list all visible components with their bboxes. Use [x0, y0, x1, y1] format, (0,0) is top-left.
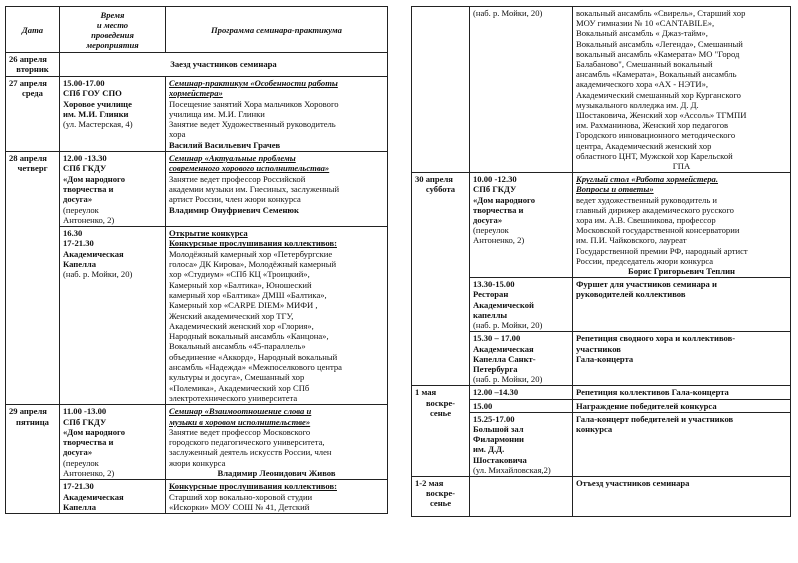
schedule-row: [412, 476, 791, 516]
text-line: (ул. Михайловская,2): [473, 464, 551, 475]
text-line: Репетиция сводного хора и коллективов-: [576, 333, 736, 344]
text-line: Антоненко, 2): [473, 235, 525, 246]
text-line: Камерный хор «Балтика», Юношеский: [169, 279, 312, 290]
text-line: «Полемика», Академический хор СПб: [169, 382, 310, 393]
text-line: хора: [169, 129, 186, 140]
schedule-row: [6, 227, 388, 405]
schedule-row: [412, 7, 791, 173]
text-line: хора им. А.В. Свешникова, профессор: [576, 215, 716, 226]
text-line: Балабаново", Смешанный вокальный: [576, 59, 713, 70]
schedule-row: [6, 77, 388, 152]
text-line: главный дирижер академического русского: [576, 204, 734, 215]
text-line: (ул. Мастерская, 4): [63, 119, 133, 130]
text-line: им. Рахманинова, Женский хор педагогов: [576, 120, 729, 131]
text-line: СПб ГКДУ: [473, 184, 517, 195]
schedule-row: [6, 152, 388, 227]
text-line: участников: [576, 343, 621, 354]
program-cell: [573, 7, 791, 173]
text-line: музыкального колледжа им. Д. Д.: [576, 99, 699, 110]
date-cell: [6, 405, 60, 514]
text-line: Семинар-практикум «Особенности работы: [169, 78, 338, 88]
text-line: (наб. р. Мойки, 20): [473, 8, 543, 18]
time-place-cell: [470, 332, 573, 386]
header-program: [166, 7, 388, 53]
time-place-cell: [470, 278, 573, 332]
text-line: ГПА: [672, 161, 691, 172]
program-cell: [166, 152, 388, 227]
text-line: Вокальный ансамбль «45-параллель»: [169, 341, 306, 352]
time-place-cell: [60, 152, 166, 227]
text-line: Занятие ведет профессор Московского: [169, 426, 311, 437]
text-line: конкурса: [576, 423, 613, 434]
date-line: 28 апреля: [9, 153, 47, 164]
text-line: (переулок: [63, 204, 99, 215]
text-line: Посещение занятий Хора мальчиков Хорового: [169, 98, 339, 109]
text-line: (переулок: [473, 225, 509, 236]
text-line: музыки в хоровом исполнительстве»: [169, 416, 311, 427]
date-line: сенье: [429, 498, 452, 509]
time-place-cell: [470, 173, 573, 278]
text-line: вокальный ансамбль «Свирель», Старший хор: [576, 8, 746, 18]
text-line: вокальный ансамбль «Камерата» МО "Город: [576, 48, 740, 59]
text-line: ансамбль «Камерата», Вокальный ансамбль: [576, 69, 737, 80]
text-line: Семинар «Взаимоотношение слова и: [169, 406, 312, 417]
date-line: 1-2 мая: [415, 477, 444, 488]
text-line: творчества и: [63, 437, 114, 448]
text-line: академического хора «АХ - НЭТИ»,: [576, 79, 709, 90]
text-line: (переулок: [63, 457, 99, 468]
text-line: Владимир Леонидович Живов: [217, 467, 336, 478]
text-line: 12.00 -13.30: [63, 153, 107, 164]
schedule-row: [412, 173, 791, 278]
text-line: СПб ГКДУ: [63, 163, 107, 174]
header-line: мероприятия: [86, 39, 139, 50]
text-line: Большой зал: [473, 423, 524, 434]
text-line: «Дом народного: [63, 426, 126, 437]
date-line: сенье: [429, 407, 452, 418]
time-place-cell: [60, 480, 166, 514]
text-line: Занятие ведет Художественный руководитель: [169, 119, 336, 130]
text-line: заслуженный деятель искусств России, член: [169, 447, 332, 458]
program-cell: [166, 77, 388, 152]
text-line: Государственной премии РФ, народный артист: [576, 245, 748, 256]
header-line: Дата: [21, 24, 44, 35]
text-line: Женский академический хор ТГУ,: [169, 310, 294, 321]
text-line: Фуршет для участников семинара и: [576, 279, 717, 290]
text-line: им. П.И. Чайковского, лауреат: [576, 235, 687, 246]
text-line: Награждение победителей конкурса: [576, 400, 717, 411]
text-line: Хоровое училище: [63, 98, 132, 109]
program-cell: [166, 227, 388, 405]
date-cell: [6, 77, 60, 152]
text-line: «Искорки» МОУ СОШ № 41, Детский: [169, 501, 310, 512]
text-line: Филармонии: [473, 434, 524, 445]
schedule-row: [6, 53, 388, 77]
program-cell: [166, 480, 388, 514]
text-line: досуга»: [63, 447, 93, 458]
schedule-row: [6, 405, 388, 480]
text-line: Академическая: [63, 248, 124, 259]
time-place-cell: [470, 476, 573, 516]
date-line: 26 апреля: [9, 54, 47, 64]
text-line: 15.25-17.00: [473, 413, 515, 424]
text-line: творчества и: [473, 204, 524, 215]
text-line: современного хорового исполнительства»: [169, 163, 330, 174]
text-line: Ресторан: [473, 289, 509, 300]
text-line: 17-21.30: [63, 481, 94, 492]
program-cell: [573, 278, 791, 332]
text-line: Молодёжный камерный хор «Петербургские: [169, 248, 333, 259]
text-line: (наб. р. Мойки, 20): [473, 320, 543, 331]
text-line: Открытие конкурса: [169, 228, 248, 239]
text-line: Василий Васильевич Грачев: [169, 139, 281, 150]
text-line: училища им. М.И. Глинки: [169, 108, 265, 119]
header-line: проведения: [91, 29, 134, 40]
text-line: России, председатель жюри конкурса: [576, 255, 714, 266]
date-cell: [412, 7, 470, 173]
header-date: [6, 7, 60, 53]
text-line: 15.00: [473, 400, 493, 411]
header-time-place: [60, 7, 166, 53]
text-line: 15.30 – 17.00: [473, 333, 521, 344]
text-line: Шостаковича: [473, 454, 527, 465]
text-line: 11.00 -13.00: [63, 406, 107, 417]
text-line: Академической: [473, 299, 534, 310]
time-place-cell: [60, 77, 166, 152]
header-row: [6, 7, 388, 53]
text-line: им. М.И. Глинки: [63, 108, 129, 119]
date-line: пятница: [16, 416, 49, 427]
program-cell: [573, 332, 791, 386]
date-cell: [412, 476, 470, 516]
text-line: областного ЦНТ, Мужской хор Карельской: [576, 150, 733, 161]
text-line: ведет художественный руководитель и: [576, 194, 718, 205]
program-cell: [573, 399, 791, 412]
date-line: 1 мая: [415, 387, 437, 398]
text-line: хор «Студиум» «СПб КЦ «Троицкий»,: [169, 269, 310, 280]
text-line: Борис Григорьевич Теплин: [628, 266, 735, 277]
time-place-cell: [60, 405, 166, 480]
text-line: 13.30-15.00: [473, 279, 515, 290]
text-line: ансамбль «Надежда» «Межпоселкового центра: [169, 362, 342, 373]
text-line: Антоненко, 2): [63, 467, 115, 478]
date-line: воскре-: [425, 488, 456, 499]
text-line: Московской государственной консерватории: [576, 225, 740, 236]
time-place-cell: [470, 386, 573, 399]
text-line: академии музыки им. Гнесиных, заслуженный: [169, 183, 340, 194]
program-cell: [573, 412, 791, 476]
text-line: Камерный хор «CARPE DIEM» МИФИ ,: [169, 300, 318, 311]
text-line: электротехнического университета: [169, 392, 298, 403]
date-line: воскре-: [425, 397, 456, 408]
text-line: Вокальный ансамбль « Джаз-тайм»,: [576, 28, 708, 39]
date-line: четверг: [17, 163, 48, 174]
text-line: СПб ГКДУ: [63, 416, 107, 427]
text-line: голоса» ДК Кирова», Молодёжный камерный: [169, 259, 337, 270]
time-place-cell: [470, 412, 573, 476]
schedule-row: [412, 386, 791, 399]
text-line: 10.00 -12.30: [473, 174, 517, 185]
text-line: Семинар «Актуальные проблемы: [169, 153, 296, 164]
text-line: «Дом народного: [473, 194, 536, 205]
text-line: Академическая: [63, 491, 124, 502]
program-cell: [573, 476, 791, 516]
text-line: СПб ГОУ СПО: [63, 88, 122, 99]
text-line: досуга»: [473, 215, 503, 226]
text-line: Вокальный ансамбль «Легенда», Смешанный: [576, 38, 743, 49]
text-line: (наб. р. Мойки, 20): [473, 374, 543, 385]
text-line: Народный вокальный ансамбль «Канцона»,: [169, 331, 329, 342]
text-line: Шостаковича, Женский хор «Ассоль» ТГМПИ: [576, 110, 747, 121]
text-line: Занятие ведет профессор Российской: [169, 173, 306, 184]
text-line: Репетиция коллективов Гала-концерта: [576, 387, 729, 398]
text-line: Антоненко, 2): [63, 214, 115, 225]
text-line: центра, Академический женский хор: [576, 140, 712, 151]
text-line: артист России, член жюри конкурса: [169, 194, 301, 205]
text-line: Старший хор вокально-хоровой студии: [169, 491, 313, 502]
date-line: суббота: [425, 184, 456, 195]
text-line: Капелла: [63, 501, 97, 512]
text-line: городского педагогического университета,: [169, 437, 325, 448]
schedule-table-right: [411, 6, 791, 517]
date-cell: [412, 173, 470, 386]
text-line: МОУ гимназии № 10 «CANTABILE»,: [576, 18, 715, 29]
text-line: (наб. р. Мойки, 20): [63, 269, 133, 280]
text-line: культуры и досуга», Смешанный хор: [169, 372, 305, 383]
text-line: Академическая: [473, 343, 534, 354]
right-page: [411, 6, 791, 517]
header-line: и место: [96, 19, 129, 30]
date-line: 27 апреля: [9, 78, 47, 88]
text-line: творчества и: [63, 183, 114, 194]
text-line: Владимир Онуфриевич Семенюк: [169, 204, 299, 215]
program-cell: [166, 405, 388, 480]
text-line: 12.00 –14.30: [473, 387, 519, 398]
time-place-cell: [60, 227, 166, 405]
text-line: им. Д.Д.: [473, 444, 505, 455]
text-line: Капелла Санкт-: [473, 353, 536, 364]
program-cell: [573, 173, 791, 278]
date-line: 30 апреля: [415, 174, 453, 185]
arrival-text: Заезд участников семинара: [170, 59, 277, 70]
program-cell: [573, 386, 791, 399]
text-line: Конкурсные прослушивания коллективов:: [169, 481, 337, 492]
date-line: среда: [22, 88, 43, 99]
date-cell: [412, 386, 470, 477]
date-line: 29 апреля: [9, 406, 47, 417]
date-cell: [6, 53, 60, 77]
text-line: 16.30: [63, 228, 83, 239]
text-line: 17-21.30: [63, 238, 94, 249]
text-line: капеллы: [473, 309, 508, 320]
text-line: «Дом народного: [63, 173, 126, 184]
text-line: жюри конкурса: [169, 457, 226, 468]
date-cell: [6, 152, 60, 405]
text-line: Вопросы и ответы»: [576, 184, 654, 195]
text-line: Отъезд участников семинара: [576, 477, 690, 488]
header-line: Время: [100, 9, 125, 20]
schedule-table-left: [5, 6, 388, 514]
text-line: Академический женский хор «Глория»,: [169, 320, 314, 331]
text-line: объединение «Аккорд», Народный вокальный: [169, 351, 338, 362]
text-line: руководителей коллективов: [576, 289, 686, 300]
text-line: Гала-концерт победителей и участников: [576, 413, 734, 424]
text-line: досуга»: [63, 194, 93, 205]
arrival-cell: [60, 53, 388, 77]
text-line: Петербурга: [473, 363, 518, 374]
schedule-row: [6, 480, 388, 514]
text-line: Капелла: [63, 259, 97, 270]
text-line: камерный хор «Балтика» ДМШ «Балтика»,: [169, 289, 327, 300]
text-line: 15.00-17.00: [63, 78, 105, 88]
time-place-cell: [470, 399, 573, 412]
left-page: [5, 6, 388, 514]
text-line: Круглый стол «Работа хормейстера.: [576, 174, 719, 185]
date-line: вторник: [16, 64, 49, 75]
text-line: хормейстера»: [169, 88, 223, 99]
text-line: Гала-концерта: [576, 353, 634, 364]
text-line: Академический смешанный хор Курганского: [576, 89, 741, 100]
header-line: Программа семинара-практикума: [211, 24, 342, 35]
text-line: Городского инновационного методического: [576, 130, 736, 141]
text-line: Конкурсные прослушивания коллективов:: [169, 238, 337, 249]
time-place-cell: [470, 7, 573, 173]
